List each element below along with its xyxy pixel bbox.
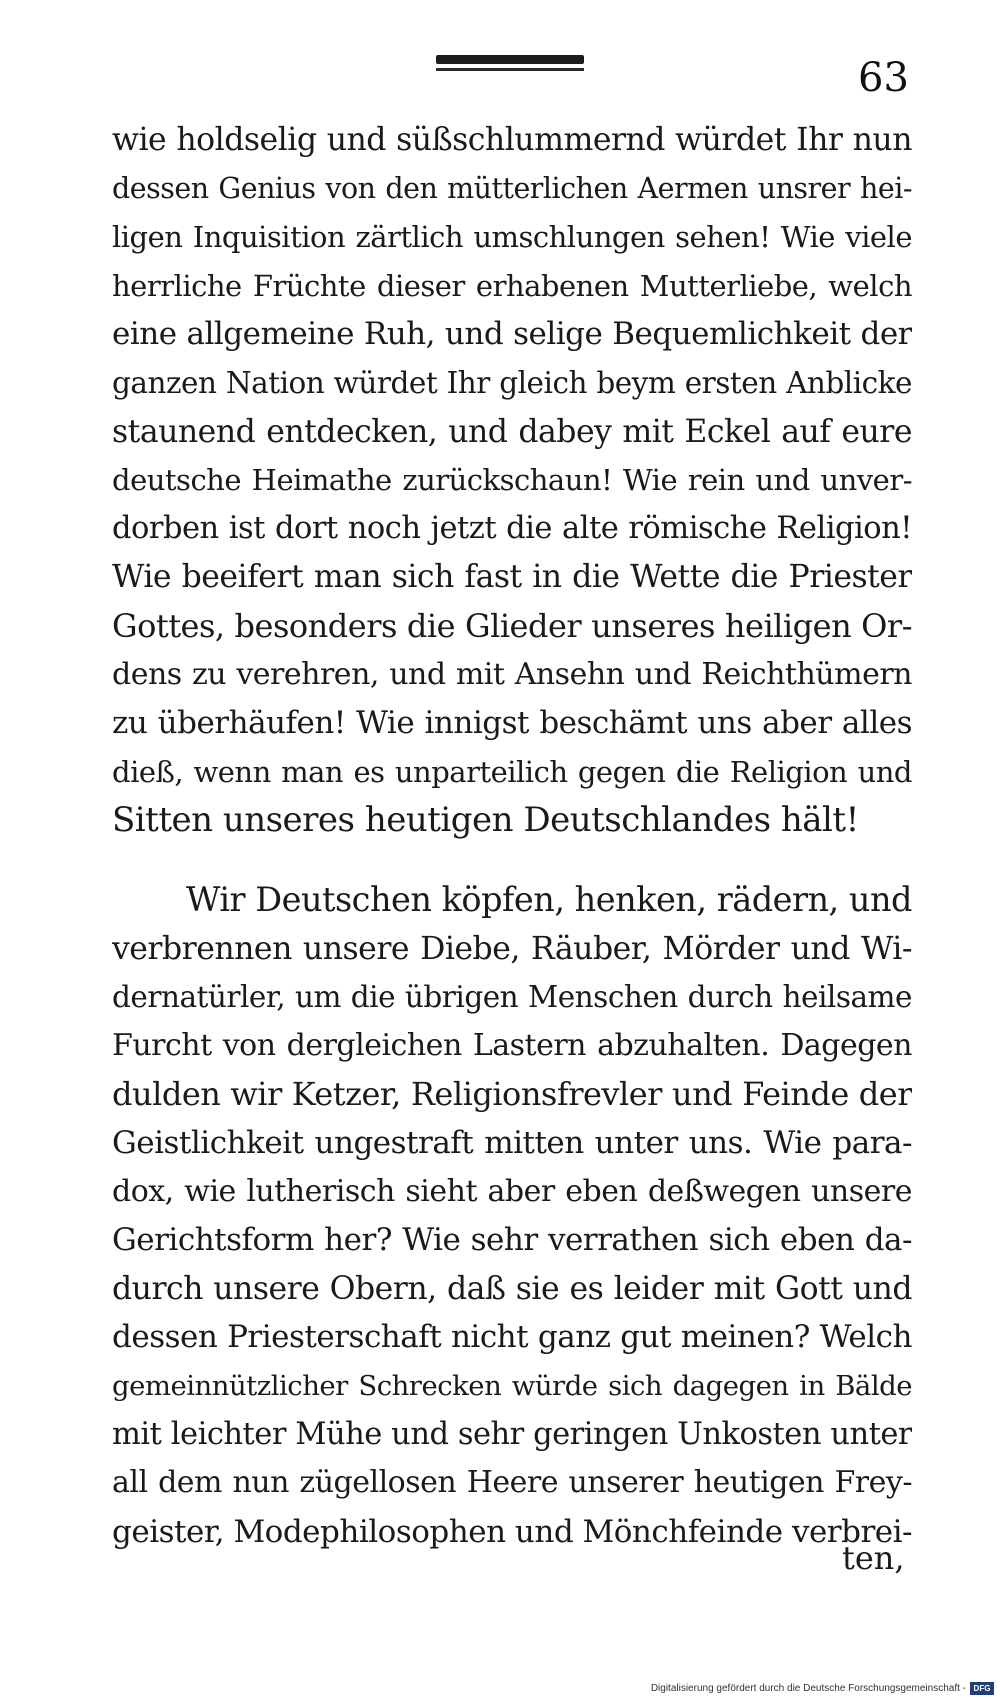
digitization-credit [651,1680,994,1696]
credit-text: Digitalisierung gefördert durch die Deutsche Forschungsgemeinschaft - [650,1682,966,1694]
text-line: Wie beeifert man sich fast in die Wette die Priester [112,559,912,596]
text-line: dieß, wenn man es unparteilich gegen die Religion und [112,754,912,789]
text-line: dorben ist dort noch jetzt die alte römische Religion! [112,510,912,546]
text-line: eine allgemeine Ruh, und selige Bequemlichkeit der [112,316,912,353]
text-line: Furcht von dergleichen Lastern abzuhalten. Dagegen [112,1027,912,1063]
paragraph-1 [112,116,912,845]
text-line: Sitten unseres heutigen Deutschlandes hält! [112,800,859,841]
text-line: wie holdselig und süßschlummernd würdet Ihr nun [112,122,912,158]
catchword: ten, [842,1539,905,1577]
text-line: dens zu verehren, und mit Ansehn und Reichthümern [112,656,912,692]
text-line: ligen Inquisition zärtlich umschlungen sehen! Wie viele [112,220,912,255]
text-line: all dem nun zügellosen Heere unserer heutigen Frey- [112,1465,912,1501]
text-line: Wir Deutschen köpfen, henken, rädern, und [186,880,912,919]
dfg-logo-icon: DFG [970,1682,994,1695]
text-line: ganzen Nation würdet Ihr gleich beym ersten Anblicke [112,365,912,400]
text-line: gemeinnützlicher Schrecken würde sich dagegen in Bälde [112,1369,912,1402]
header-rule-thick [436,55,584,64]
text-line: geister, Modephilosophen und Mönchfeinde verbrei- [112,1513,912,1550]
text-line: durch unsere Obern, daß sie es leider mit Gott und [112,1270,912,1307]
text-line: Geistlichkeit ungestraft mitten unter uns. Wie para- [112,1124,912,1161]
text-line: zu überhäufen! Wie innigst beschämt uns aber alles [112,705,912,742]
text-line: staunend entdecken, und dabey mit Eckel auf eure [112,413,912,450]
text-line: Gottes, besonders die Glieder unseres heiligen Or- [112,606,912,645]
text-line: deutsche Heimathe zurückschaun! Wie rein und unver- [112,463,912,498]
text-line: dox, wie lutherisch sieht aber eben deßwegen unsere [112,1173,912,1209]
text-line: dessen Priesterschaft nicht ganz gut meinen? Welch [112,1319,912,1356]
paragraph-2 [112,876,912,1556]
text-line: verbrennen unsere Diebe, Räuber, Mörder und Wi- [112,930,912,967]
text-line: dulden wir Ketzer, Religionsfrevler und Feinde der [112,1075,912,1114]
text-line: mit leichter Mühe und sehr geringen Unkosten unter [112,1416,912,1452]
text-line: dessen Genius von den mütterlichen Aermen unsrer hei- [112,171,912,205]
header-rule-thin [436,68,584,71]
text-line: dernatürler, um die übrigen Menschen durch heilsame [112,980,912,1015]
text-line: herrliche Früchte dieser erhabenen Mutterliebe, welch [112,268,912,303]
page-number: 63 [858,55,909,101]
text-line: Gerichtsform her? Wie sehr verrathen sich eben da- [112,1222,912,1259]
